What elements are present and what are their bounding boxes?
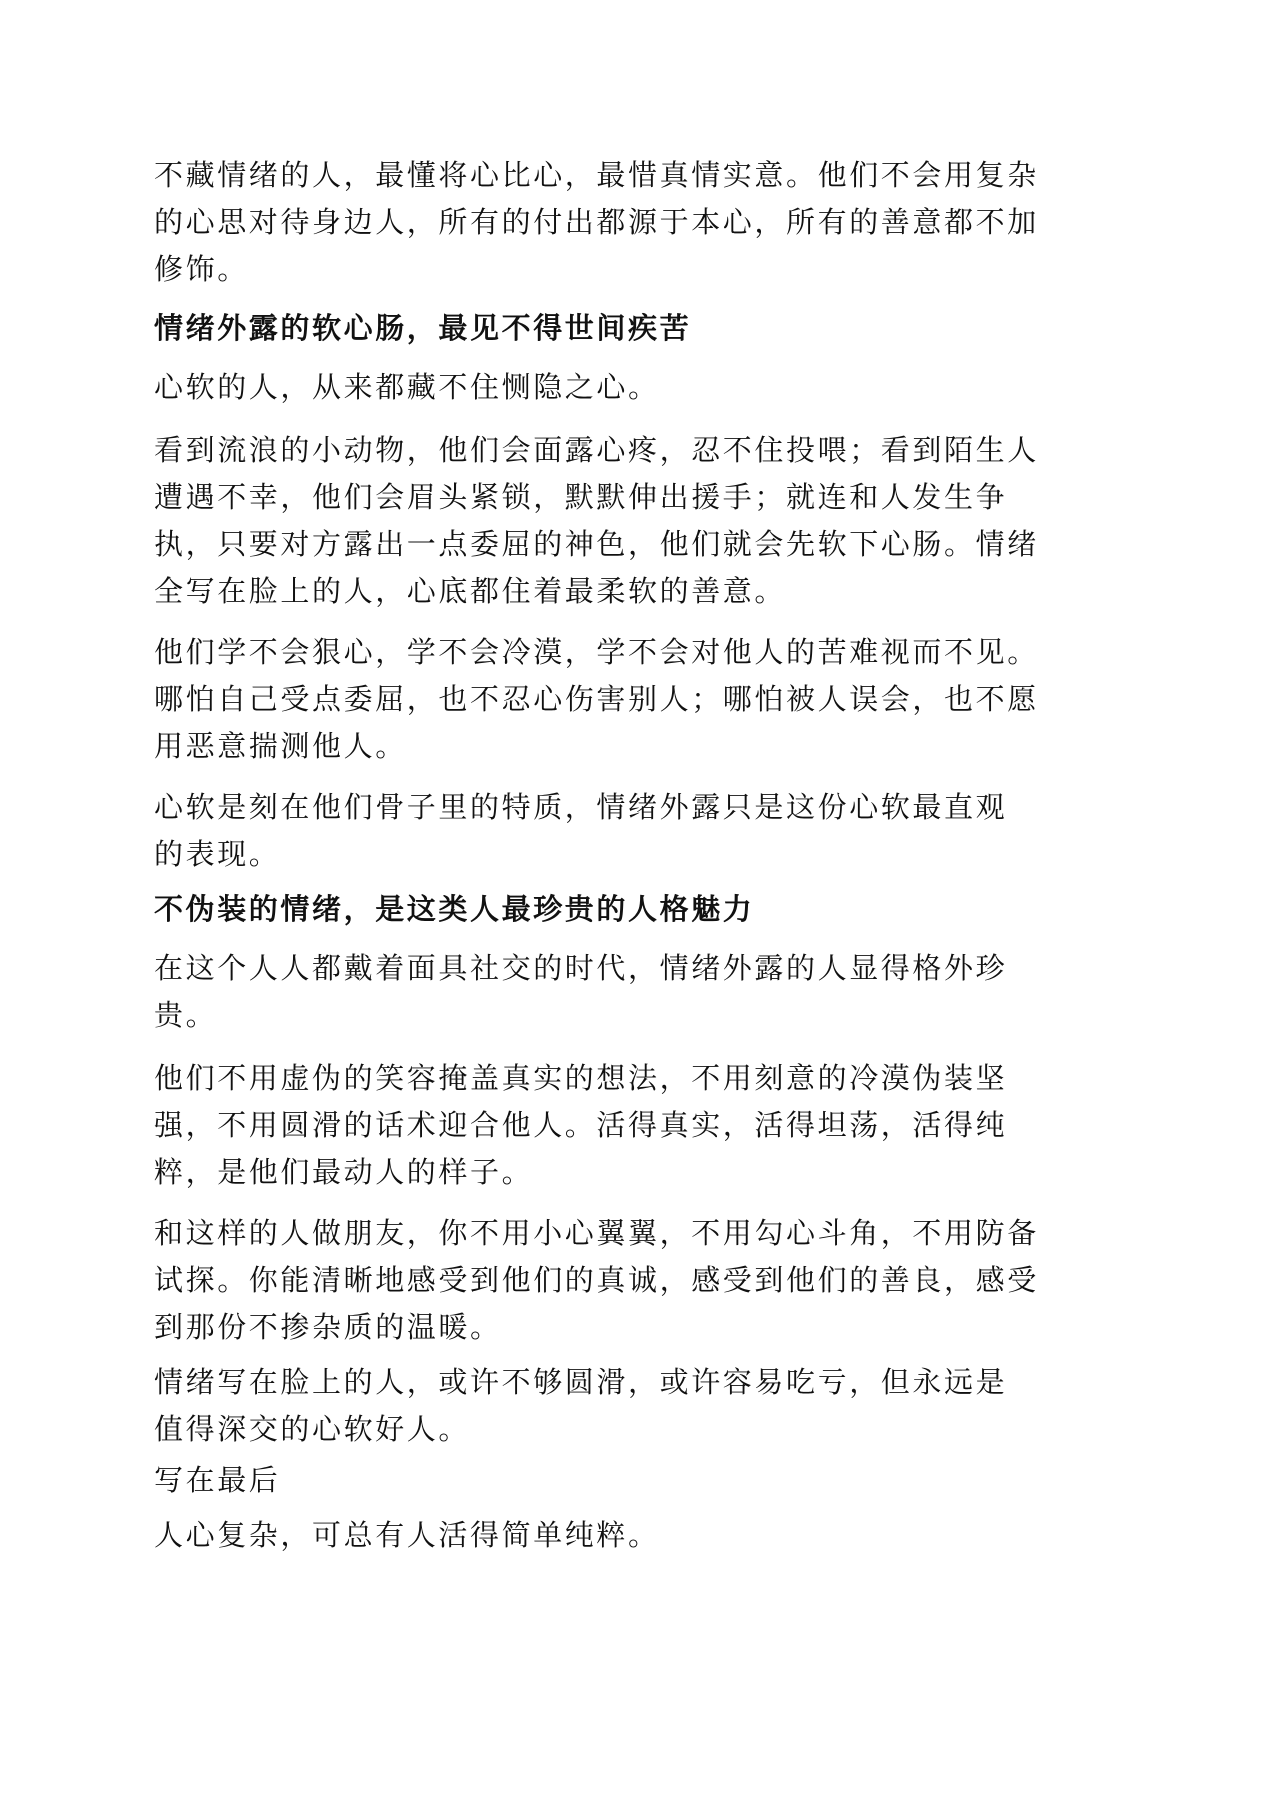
paragraph-line: 修饰。	[154, 252, 249, 286]
paragraph-line: 用恶意揣测他人。	[154, 729, 407, 763]
paragraph-line: 看到流浪的小动物，他们会面露心疼，忍不住投喂；看到陌生人	[154, 433, 1039, 467]
paragraph-line: 他们学不会狠心，学不会冷漠，学不会对他人的苦难视而不见。	[154, 635, 1039, 669]
paragraph	[154, 427, 1122, 615]
paragraph-line: 心软是刻在他们骨子里的特质，情绪外露只是这份心软最直观	[154, 790, 1008, 824]
section-heading	[154, 886, 1122, 933]
paragraph-line: 他们不用虚伪的笑容掩盖真实的想法，不用刻意的冷漠伪装坚	[154, 1061, 1008, 1095]
paragraph-line: 和这样的人做朋友，你不用小心翼翼，不用勾心斗角，不用防备	[154, 1216, 1039, 1250]
section-heading	[154, 305, 1122, 352]
paragraph	[154, 1055, 1122, 1196]
paragraph-line: 贵。	[154, 998, 218, 1032]
heading-line: 情绪外露的软心肠，最见不得世间疾苦	[154, 311, 692, 345]
paragraph	[154, 1359, 1122, 1453]
paragraph-line: 写在最后	[154, 1463, 281, 1497]
paragraph	[154, 629, 1122, 770]
paragraph-line: 执，只要对方露出一点委屈的神色，他们就会先软下心肠。情绪	[154, 527, 1039, 561]
paragraph-line: 情绪写在脸上的人，或许不够圆滑，或许容易吃亏，但永远是	[154, 1365, 1008, 1399]
paragraph-line: 的心思对待身边人，所有的付出都源于本心，所有的善意都不加	[154, 205, 1039, 239]
paragraph	[154, 1210, 1122, 1351]
heading-line: 不伪装的情绪，是这类人最珍贵的人格魅力	[154, 892, 755, 926]
paragraph-line: 哪怕自己受点委屈，也不忍心伤害别人；哪怕被人误会，也不愿	[154, 682, 1039, 716]
paragraph	[154, 1512, 1122, 1559]
paragraph	[154, 152, 1122, 293]
paragraph-line: 粹，是他们最动人的样子。	[154, 1155, 534, 1189]
paragraph-line: 全写在脸上的人，心底都住着最柔软的善意。	[154, 574, 787, 608]
paragraph	[154, 945, 1122, 1039]
paragraph-line: 的表现。	[154, 837, 281, 871]
paragraph	[154, 784, 1122, 878]
paragraph	[154, 364, 1122, 411]
paragraph-line: 试探。你能清晰地感受到他们的真诚，感受到他们的善良，感受	[154, 1263, 1039, 1297]
paragraph-line: 值得深交的心软好人。	[154, 1412, 471, 1446]
paragraph-line: 心软的人，从来都藏不住恻隐之心。	[154, 370, 660, 404]
paragraph-line: 到那份不掺杂质的温暖。	[154, 1310, 502, 1344]
paragraph-line: 人心复杂，可总有人活得简单纯粹。	[154, 1518, 660, 1552]
paragraph-line: 遭遇不幸，他们会眉头紧锁，默默伸出援手；就连和人发生争	[154, 480, 1008, 514]
paragraph-line: 在这个人人都戴着面具社交的时代，情绪外露的人显得格外珍	[154, 951, 1008, 985]
paragraph-line: 强，不用圆滑的话术迎合他人。活得真实，活得坦荡，活得纯	[154, 1108, 1008, 1142]
document-page	[154, 152, 1122, 1559]
paragraph-line: 不藏情绪的人，最懂将心比心，最惜真情实意。他们不会用复杂	[154, 158, 1039, 192]
paragraph	[154, 1457, 1122, 1504]
